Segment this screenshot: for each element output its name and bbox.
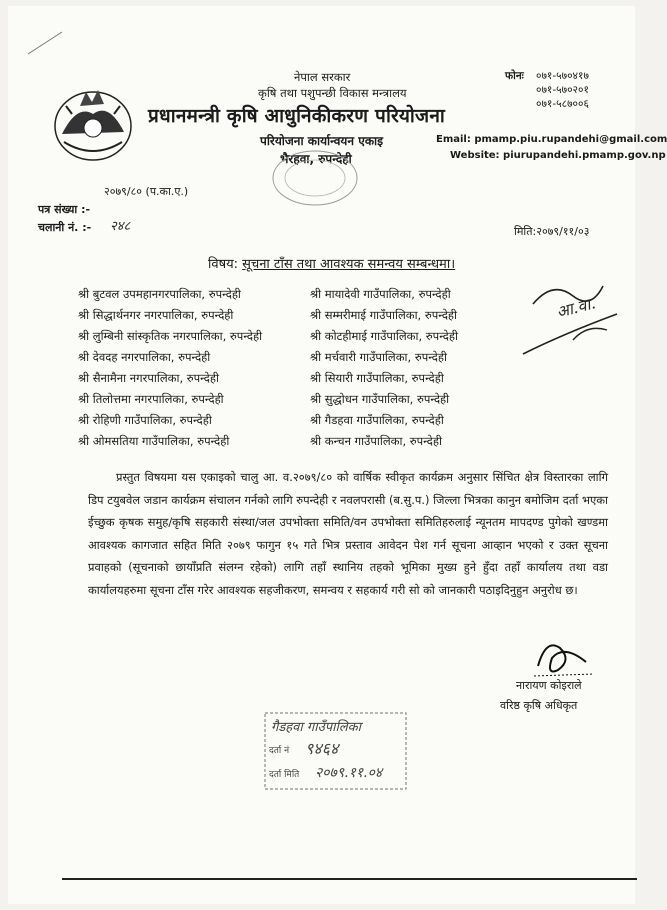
stamp-date-value: २०७९.११.०४	[315, 765, 383, 781]
pencil-mark	[26, 28, 66, 58]
office-seal	[270, 148, 360, 208]
recipient: श्री ओमसतिया गाउँपालिका, रुपन्देही	[78, 434, 230, 448]
stamp-date-label: दर्ता मिति	[269, 770, 300, 780]
stamp-darta-label: दर्ता नं	[269, 746, 290, 756]
email-line: Email: pmamp.piu.rupandehi@gmail.com	[436, 134, 667, 145]
letter-date: मिति:२०७९/११/०३	[514, 225, 590, 238]
recipient: श्री गैडहवा गाउँपालिका, रुपन्देही	[310, 413, 444, 427]
recipient: श्री देवदह नगरपालिका, रुपन्देही	[78, 350, 211, 364]
recipient: श्री मर्चवारी गाउँपालिका, रुपन्देही	[310, 350, 447, 364]
subject-label: विषय:	[208, 257, 239, 272]
project-title: प्रधानमन्त्री कृषि आधुनिकीकरण परियोजना	[148, 105, 446, 127]
dispatch-number: २४८	[110, 219, 131, 234]
recipient: श्री मायादेवी गाउँपालिका, रुपन्देही	[310, 287, 451, 301]
recipient: श्री लुम्बिनी सांस्कृतिक नगरपालिका, रुपन्देही	[78, 329, 263, 343]
received-stamp	[263, 711, 408, 791]
phone-label: फोनः	[505, 70, 524, 82]
subject-text: सूचना टाँस तथा आवश्यक समन्वय सम्बन्धमा।	[242, 257, 456, 272]
phone-2: ०७१-५७०२०१	[536, 84, 589, 96]
stamp-office: गैडहवा गाउँपालिका	[271, 720, 361, 735]
recipient: श्री तिलोत्तमा नगरपालिका, रुपन्देही	[78, 392, 224, 406]
website-line: Website: piurupandehi.pmamp.gov.np	[450, 150, 666, 161]
nepal-emblem	[52, 84, 134, 164]
margin-note: आ.वा.	[554, 293, 598, 322]
recipient: श्री सम्मरीमाई गाउँपालिका, रुपन्देही	[310, 308, 458, 322]
phone-1: ०७१-५७०४१७	[536, 70, 589, 82]
recipients-right	[310, 284, 458, 452]
margin-scribble	[513, 274, 623, 364]
recipient: श्री बुटवल उपमहानगरपालिका, रुपन्देही	[78, 287, 241, 301]
phone-3: ०७१-५८७००६	[536, 98, 589, 110]
subject-line	[208, 254, 455, 272]
signature-mark	[528, 636, 598, 681]
ministry-name: कृषि तथा पशुपन्छी विकास मन्त्रालय	[258, 86, 407, 100]
recipient: श्री कोटहीमाई गाउँपालिका, रुपन्देही	[310, 329, 458, 343]
letter-number-label: पत्र संख्या :-	[38, 203, 91, 216]
stamp-darta-number: ९४६४	[305, 739, 339, 758]
signatory-name: नारायण कोइराले	[516, 679, 582, 692]
dispatch-label: चलानी नं. :-	[38, 221, 92, 234]
letter-page	[8, 6, 667, 904]
recipient: श्री कन्चन गाउँपालिका, रुपन्देही	[310, 434, 442, 448]
letter-body	[88, 466, 608, 602]
footer-rule	[62, 878, 637, 880]
office-location: भैरहवा, रुपन्देही	[280, 152, 352, 166]
signatory-designation: वरिष्ठ कृषि अधिकृत	[500, 699, 578, 712]
body-paragraph: प्रस्तुत विषयमा यस एकाइको चालु आ. व.२०७९/८० को वार्षिक स्वीकृत कार्यक्रम अनुसार सिंचित क्षेत्र विस्तारका लागि डिप टयुबवेल जडान कार्यक्रम संचालन गर्नको लागि रुपन्देही र नवलपरासी (ब.सु.प.) जिल्ला भित्रका कानुन बमोजिम दर्ता भएका ईच्छुक कृषक समुह/कृषि सहकारी संस्था/जल उपभोक्ता समिति/वन उपभोक्ता समितिहरुलाई न्यूनतम मापदण्ड पुगेको खण्डमा आवश्यक कागजात सहित मिति २०७९ फागुन १५ गते भित्र प्रस्ताव आवेदन पेश गर्न सूचना आव्हान भएको र उक्त सूचना प्रवाहको (सूचनाको छायाँप्रति संलग्न रहेको) लागि तहाँ स्थानिय तहको भूमिका मुख्य हुने हुँदा तहाँ कार्यालय तथा वडा कार्यालयहरुमा सूचना टाँस गरेर आवश्यक सहजीकरण, समन्वय र सहकार्य गरी सो को जानकारी पठाइदिनुहुन अनुरोध छ।	[88, 470, 608, 597]
recipient: श्री सैनामैना नगरपालिका, रुपन्देही	[78, 371, 219, 385]
fiscal-year: २०७९/८० (प.का.ए.)	[104, 185, 189, 198]
unit-name: परियोजना कार्यान्वयन एकाइ	[260, 134, 384, 148]
government-name: नेपाल सरकार	[294, 70, 351, 84]
recipients-left	[78, 284, 262, 452]
recipient: श्री सियारी गाउँपालिका, रुपन्देही	[310, 371, 444, 385]
recipient: श्री सिद्धार्थनगर नगरपालिका, रुपन्देही	[78, 308, 234, 322]
recipient: श्री रोहिणी गाउँपालिका, रुपन्देही	[78, 413, 212, 427]
recipient: श्री सुद्धोधन गाउँपालिका, रुपन्देही	[310, 392, 450, 406]
